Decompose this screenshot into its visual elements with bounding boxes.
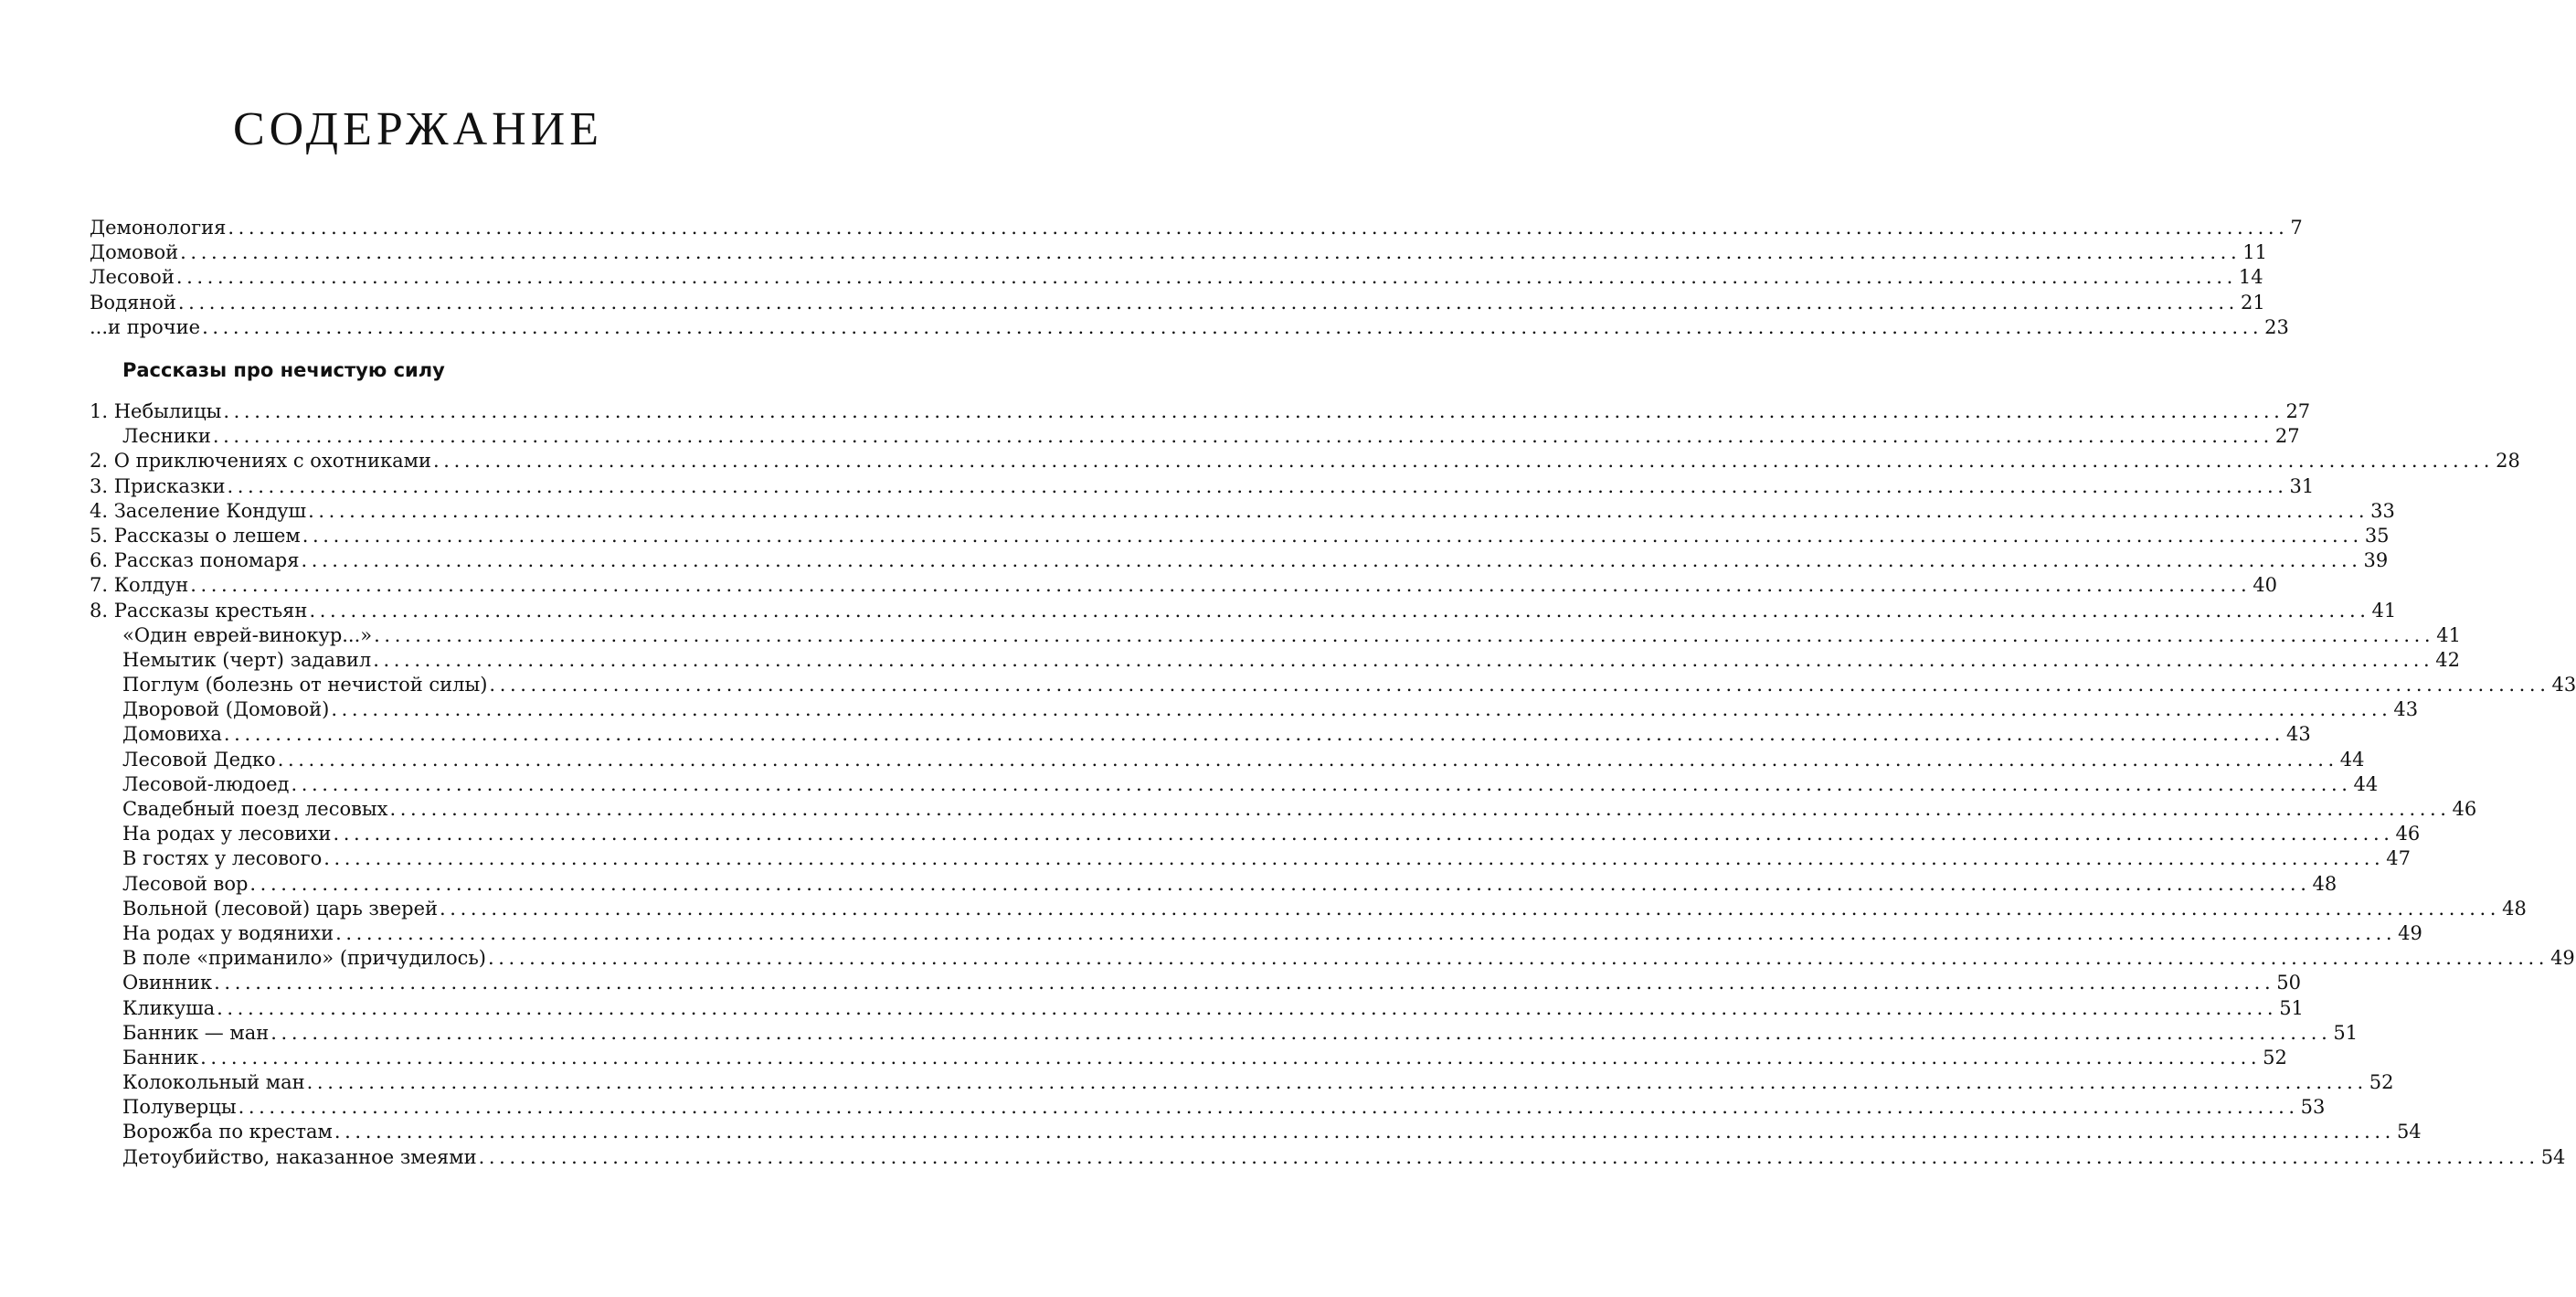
toc-entry [90, 846, 2412, 871]
toc-entry-page-number: 42 [2435, 648, 2461, 671]
dot-leader: ........................................................................................................................................................................................................ [389, 798, 2451, 820]
toc-entry-page-number: 35 [2364, 524, 2390, 547]
toc-entry-title: Лесовой вор [122, 872, 249, 895]
toc-entry-page-number: 48 [2312, 872, 2337, 895]
toc-entry-title: Лесники [122, 425, 211, 448]
toc-entry-page-number: 33 [2370, 499, 2395, 522]
dot-leader: ........................................................................................................................................................................................................ [227, 474, 2288, 497]
toc-entry-title: Домовой [90, 241, 179, 264]
toc-entry-title: В поле «приманило» (причудилось) [122, 947, 486, 970]
toc-entry-title: Поглум (болезнь от нечистой силы) [122, 674, 488, 696]
toc-entry-page-number: 23 [2264, 315, 2289, 338]
dot-leader: ........................................................................................................................................................................................................ [190, 574, 2252, 597]
toc-entry-page-number: 41 [2371, 599, 2397, 622]
dot-leader: ........................................................................................................................................................................................................ [223, 723, 2284, 746]
toc-entry-title: В гостях у лесового [122, 847, 323, 870]
toc-entry [90, 673, 2576, 697]
toc-entry [90, 449, 2520, 473]
dot-leader: ........................................................................................................................................................................................................ [334, 1121, 2395, 1143]
toc-entry-title: Водяной [90, 291, 176, 314]
toc-entry [90, 399, 2311, 424]
toc-entry-title: Свадебный поезд лесовых [122, 798, 388, 820]
toc-entry [90, 946, 2575, 971]
toc-entry-page-number: 43 [2285, 723, 2311, 746]
toc-entry-title: Вольной (лесовой) царь зверей [122, 897, 439, 920]
toc-entry-title: Лесовой [90, 266, 175, 289]
section-heading: Рассказы про нечистую силу [122, 359, 445, 381]
dot-leader: ........................................................................................................................................................................................................ [373, 648, 2434, 671]
toc-entry-page-number: 48 [2502, 897, 2527, 920]
dot-leader: ........................................................................................................................................................................................................ [223, 400, 2284, 422]
toc-entry-title: Лесовой Дедко [122, 748, 276, 771]
toc-entry-page-number: 44 [2339, 748, 2365, 771]
dot-leader: ........................................................................................................................................................................................................ [291, 772, 2352, 795]
toc-entry-page-number: 43 [2393, 698, 2419, 721]
toc-entry-page-number: 49 [2398, 921, 2422, 944]
toc-entry [90, 897, 2527, 921]
toc-entry [90, 1120, 2422, 1144]
toc-entry-title: 7. Колдун [90, 574, 189, 597]
toc-entry-page-number: 40 [2253, 574, 2278, 597]
toc-entry-page-number: 54 [2396, 1121, 2422, 1143]
dot-leader: ........................................................................................................................................................................................................ [308, 499, 2369, 522]
dot-leader: ........................................................................................................................................................................................................ [306, 1071, 2368, 1094]
toc-entry-page-number: 21 [2240, 291, 2265, 314]
toc-intro-list [90, 216, 2303, 340]
dot-leader: ........................................................................................................................................................................................................ [249, 872, 2311, 895]
dot-leader: ........................................................................................................................................................................................................ [323, 847, 2385, 870]
dot-leader: ........................................................................................................................................................................................................ [214, 972, 2275, 994]
toc-entry [90, 697, 2419, 722]
toc-entry-page-number: 47 [2386, 847, 2412, 870]
toc-entry-title: 5. Рассказы о лешем [90, 524, 301, 547]
dot-leader: ........................................................................................................................................................................................................ [309, 599, 2370, 622]
toc-entry-title: Банник [122, 1046, 199, 1068]
toc-entry-page-number: 39 [2363, 549, 2389, 572]
toc-entry-title: 3. Присказки [90, 474, 226, 497]
toc-entry-title: Овинник [122, 972, 213, 994]
dot-leader: ........................................................................................................................................................................................................ [177, 291, 2239, 314]
toc-entry [90, 921, 2422, 946]
toc-entry-title: Лесовой-людоед [122, 772, 290, 795]
toc-entry [90, 291, 2265, 315]
dot-leader: ........................................................................................................................................................................................................ [333, 823, 2394, 845]
toc-entry-title: Демонология [90, 217, 227, 239]
dot-leader: ........................................................................................................................................................................................................ [180, 241, 2242, 264]
toc-entry-page-number: 14 [2238, 266, 2263, 289]
toc-entry-title: На родах у лесовихи [122, 823, 332, 845]
dot-leader: ........................................................................................................................................................................................................ [175, 266, 2237, 289]
toc-entry-page-number: 50 [2276, 972, 2301, 994]
toc-entry-page-number: 49 [2550, 947, 2575, 970]
toc-entry [90, 240, 2267, 265]
toc-entry-title: Полуверцы [122, 1096, 237, 1119]
toc-entry-page-number: 41 [2436, 623, 2461, 646]
dot-leader: ........................................................................................................................................................................................................ [277, 748, 2338, 771]
toc-entry [90, 1070, 2394, 1095]
toc-entry-title: Домовиха [122, 723, 222, 746]
toc-entry-title: «Один еврей-винокур...» [122, 623, 373, 646]
toc-entry-title: 6. Рассказ пономаря [90, 549, 300, 572]
dot-leader: ........................................................................................................................................................................................................ [440, 897, 2501, 920]
toc-entry [90, 424, 2300, 449]
toc-entry [90, 599, 2397, 623]
toc-entry-title: Ворожба по крестам [122, 1121, 333, 1143]
toc-entry [90, 748, 2365, 772]
dot-leader: ........................................................................................................................................................................................................ [335, 921, 2397, 944]
dot-leader: ........................................................................................................................................................................................................ [200, 1046, 2262, 1068]
toc-entry [90, 474, 2315, 499]
toc-entry-title: ...и прочие [90, 315, 201, 338]
dot-leader: ........................................................................................................................................................................................................ [202, 315, 2263, 338]
toc-entry [90, 797, 2477, 822]
page-title: СОДЕРЖАНИЕ [233, 103, 603, 155]
toc-entry-page-number: 11 [2242, 241, 2267, 264]
toc-entry-title: 8. Рассказы крестьян [90, 599, 308, 622]
dot-leader: ........................................................................................................................................................................................................ [270, 1021, 2332, 1044]
dot-leader: ........................................................................................................................................................................................................ [217, 996, 2278, 1019]
toc-entry [90, 1021, 2359, 1046]
toc-entry [90, 996, 2304, 1021]
toc-entry [90, 1095, 2326, 1120]
toc-entry-page-number: 27 [2285, 400, 2311, 422]
toc-entry-page-number: 52 [2369, 1071, 2394, 1094]
dot-leader: ........................................................................................................................................................................................................ [301, 549, 2362, 572]
toc-entry-title: Колокольный ман [122, 1071, 305, 1094]
dot-leader: ........................................................................................................................................................................................................ [374, 623, 2435, 646]
toc-entry-page-number: 28 [2496, 450, 2520, 473]
toc-entry [90, 648, 2461, 673]
toc-entry-page-number: 44 [2353, 772, 2379, 795]
toc-entry-page-number: 51 [2279, 996, 2304, 1019]
toc-entry-title: 1. Небылицы [90, 400, 222, 422]
toc-entry [90, 315, 2289, 340]
dot-leader: ........................................................................................................................................................................................................ [331, 698, 2392, 721]
toc-entry-title: Детоубийство, наказанное змеями [122, 1145, 477, 1168]
toc-entry-page-number: 53 [2300, 1096, 2326, 1119]
toc-entry-page-number: 31 [2289, 474, 2315, 497]
toc-entry-title: 2. О приключениях с охотниками [90, 450, 432, 473]
toc-entry [90, 872, 2337, 897]
toc-entry [90, 499, 2395, 524]
toc-entry-page-number: 43 [2551, 674, 2576, 696]
dot-leader: ........................................................................................................................................................................................................ [238, 1096, 2299, 1119]
dot-leader: ........................................................................................................................................................................................................ [228, 217, 2289, 239]
toc-entry [90, 216, 2303, 240]
dot-leader: ........................................................................................................................................................................................................ [212, 425, 2274, 448]
dot-leader: ........................................................................................................................................................................................................ [433, 450, 2495, 473]
toc-entry [90, 573, 2278, 598]
toc-entry [90, 1046, 2287, 1070]
toc-entry-page-number: 46 [2395, 823, 2421, 845]
toc-entry [90, 971, 2301, 995]
toc-entry [90, 1145, 2566, 1170]
toc-entry [90, 722, 2311, 747]
toc-entry-page-number: 27 [2274, 425, 2300, 448]
toc-entry-page-number: 52 [2263, 1046, 2287, 1068]
toc-entry [90, 623, 2461, 648]
toc-entry-page-number: 51 [2333, 1021, 2359, 1044]
toc-entry-title: Немытик (черт) задавил [122, 648, 372, 671]
dot-leader: ........................................................................................................................................................................................................ [489, 674, 2550, 696]
toc-entry-page-number: 7 [2290, 217, 2303, 239]
toc-entry [90, 524, 2390, 548]
dot-leader: ........................................................................................................................................................................................................ [488, 947, 2549, 970]
toc-entry-title: 4. Заселение Кондуш [90, 499, 307, 522]
toc-entry-title: Банник — ман [122, 1021, 270, 1044]
toc-entry-page-number: 54 [2540, 1145, 2566, 1168]
toc-stories-list [90, 399, 2576, 1170]
toc-entry-title: На родах у водянихи [122, 921, 334, 944]
toc-entry [90, 548, 2389, 573]
toc-entry [90, 265, 2263, 290]
toc-entry-title: Дворовой (Домовой) [122, 698, 330, 721]
toc-entry [90, 772, 2379, 797]
dot-leader: ........................................................................................................................................................................................................ [302, 524, 2363, 547]
toc-entry-title: Кликуша [122, 996, 216, 1019]
toc-entry-page-number: 46 [2452, 798, 2477, 820]
toc-entry [90, 822, 2421, 846]
dot-leader: ........................................................................................................................................................................................................ [478, 1145, 2539, 1168]
